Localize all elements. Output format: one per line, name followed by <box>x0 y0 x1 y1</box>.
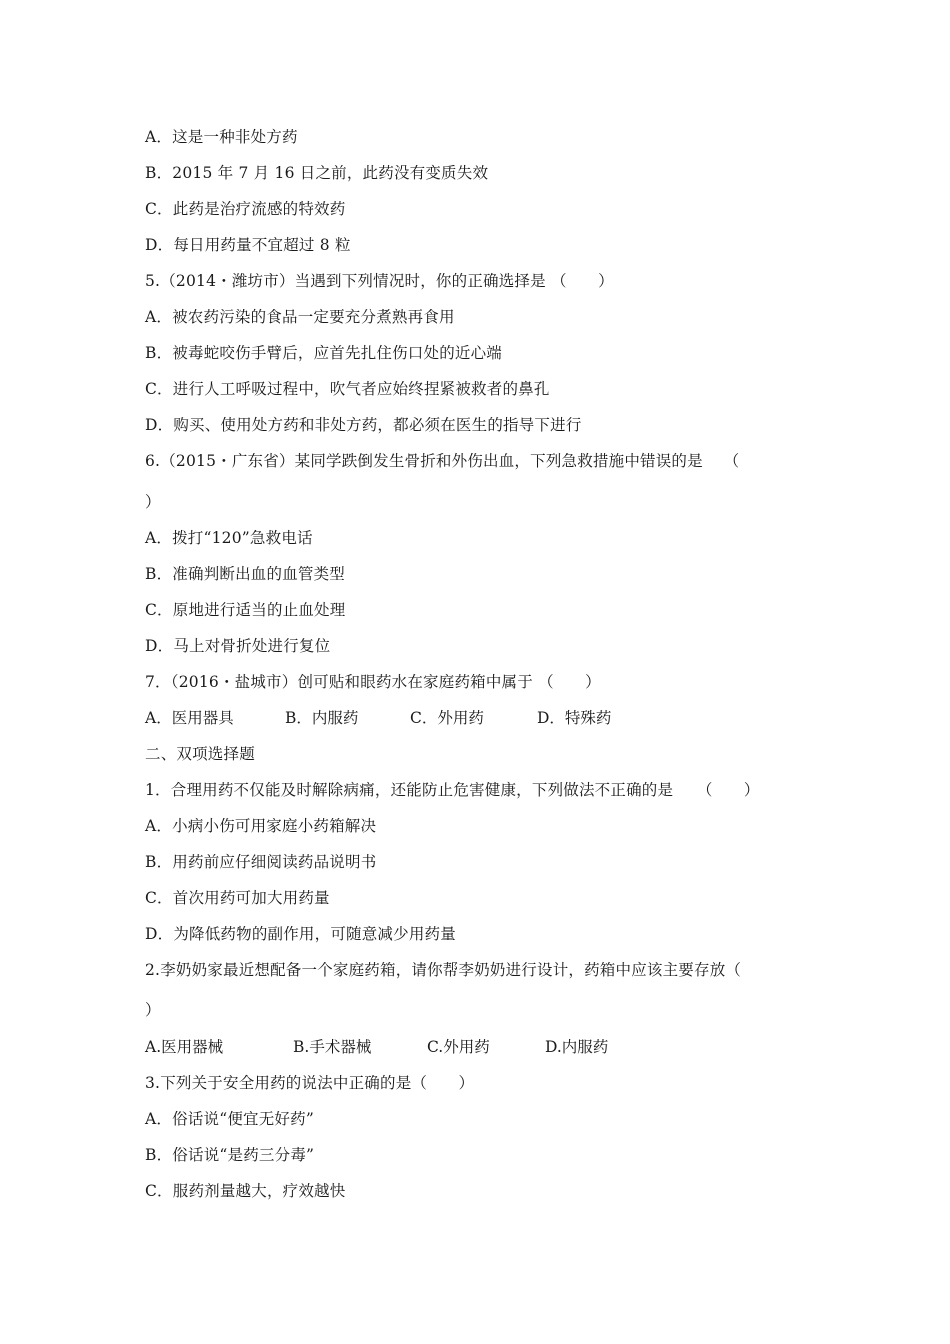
q7-option-b: B．内服药 <box>285 709 359 727</box>
dq2-option-b: B.手术器械 <box>293 1038 372 1056</box>
dq2-option-d: D.内服药 <box>545 1038 609 1056</box>
q5-option-a: A．被农药污染的食品一定要充分煮熟再食用 <box>145 308 455 326</box>
q4-option-b: B．2015 年 7 月 16 日之前，此药没有变质失效 <box>145 164 489 182</box>
q4-option-d: D．每日用药量不宜超过 8 粒 <box>145 236 351 254</box>
dq1-option-b: B．用药前应仔细阅读药品说明书 <box>145 853 377 871</box>
q6-option-d: D．马上对骨折处进行复位 <box>145 637 331 655</box>
q7-option-c: C．外用药 <box>410 709 484 727</box>
q6-option-c: C．原地进行适当的止血处理 <box>145 601 346 619</box>
q7-stem: 7．（2016・盐城市）创可贴和眼药水在家庭药箱中属于 （ ） <box>145 673 601 691</box>
q6-stem: 6.（2015・广东省）某同学跌倒发生骨折和外伤出血，下列急救措施中错误的是 （ <box>145 452 740 470</box>
q5-stem: 5.（2014・潍坊市）当遇到下列情况时，你的正确选择是 （ ） <box>145 272 614 290</box>
dq3-option-a: A．俗话说“便宜无好药” <box>145 1110 314 1128</box>
dq1-option-c: C．首次用药可加大用药量 <box>145 889 330 907</box>
q5-option-d: D．购买、使用处方药和非处方药，都必须在医生的指导下进行 <box>145 416 582 434</box>
q4-option-a: A．这是一种非处方药 <box>145 128 298 146</box>
q6-stem-cont: ） <box>145 493 161 511</box>
q7-option-a: A．医用器具 <box>145 709 234 727</box>
q4-option-c: C．此药是治疗流感的特效药 <box>145 200 346 218</box>
dq1-option-a: A．小病小伤可用家庭小药箱解决 <box>145 817 377 835</box>
dq1-option-d: D．为降低药物的副作用，可随意减少用药量 <box>145 925 456 943</box>
q5-option-c: C．进行人工呼吸过程中，吹气者应始终捏紧被救者的鼻孔 <box>145 380 550 398</box>
q5-option-b: B．被毒蛇咬伤手臂后，应首先扎住伤口处的近心端 <box>145 344 502 362</box>
dq3-option-c: C．服药剂量越大，疗效越快 <box>145 1182 346 1200</box>
dq3-option-b: B．俗话说“是药三分毒” <box>145 1146 315 1164</box>
section-heading: 二、双项选择题 <box>145 745 255 763</box>
dq2-option-a: A.医用器械 <box>145 1038 224 1056</box>
q7-option-d: D．特殊药 <box>537 709 612 727</box>
dq2-option-c: C.外用药 <box>427 1038 490 1056</box>
q6-option-a: A．拨打“120”急救电话 <box>145 529 313 547</box>
dq2-stem: 2.李奶奶家最近想配备一个家庭药箱，请你帮李奶奶进行设计，药箱中应该主要存放（ <box>145 961 742 979</box>
q6-option-b: B．准确判断出血的血管类型 <box>145 565 345 583</box>
dq3-stem: 3.下列关于安全用药的说法中正确的是（ ） <box>145 1074 475 1092</box>
dq1-stem: 1．合理用药不仅能及时解除病痛，还能防止危害健康，下列做法不正确的是 （ ） <box>145 781 760 799</box>
dq2-stem-cont: ） <box>145 1001 161 1019</box>
